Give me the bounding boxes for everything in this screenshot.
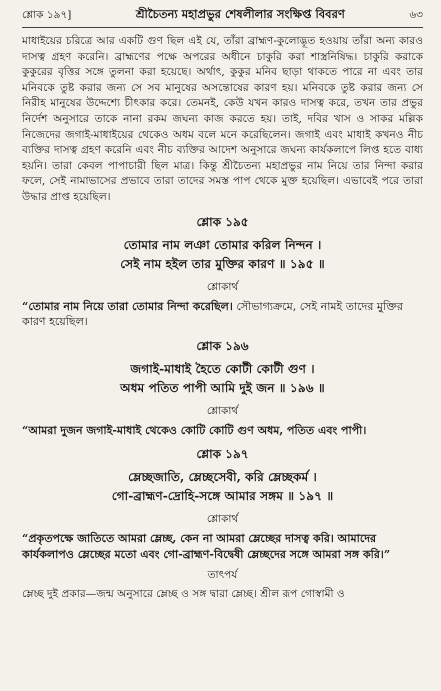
verse-line: জগাই-মাধাই হৈতে কোটী কোটী গুণ । — [130, 361, 315, 376]
translation-label: শ্লোকার্থ — [206, 513, 239, 526]
verse-line: ম্লেচ্ছজাতি, ম্লেচ্ছসেবী, করি ম্লেচ্ছকর্ম । — [128, 470, 317, 485]
verse-number: শ্লোক ১৯৬ — [196, 338, 249, 353]
translation-bold: “প্রকৃতপক্ষে জাতিতে আমরা ম্লেচ্ছ, কেন না আমরা ম্লেচ্ছের দাসত্ব করি। আমাদের কার্যকলাপও ম্লেচ্ছের মতো এবং গো-ব্রাহ্মণ-বিদ্বেষী ম্লেচ্ছদের সঙ্গে আমরা সঙ্গ করি।” — [22, 532, 391, 561]
verse-line: অধম পতিত পাপী আমি দুই জন ॥ ১৯৬ ॥ — [120, 380, 325, 395]
translation-rest: সৌভাগ্যক্রমে, সেই নামই তাদের মুক্তির কারণ হয়েছিল। — [22, 299, 403, 329]
header-title: শ্রীচৈতন্য মহাপ্রভুর শেষলীলার সংক্ষিপ্ত বিবরণ — [135, 7, 345, 21]
verse-line: সেই নাম হইল তার মুক্তির কারণ ॥ ১৯৫ ॥ — [120, 256, 325, 271]
purport-text: ম্লেচ্ছ দুই প্রকার—জন্ম অনুসারে ম্লেচ্ছ ও সঙ্গ দ্বারা ম্লেচ্ছ। শ্রীল রূপ গোস্বামী ও — [22, 588, 345, 601]
verse-197 — [22, 446, 423, 562]
translation-bold: “তোমার নাম নিয়ে তারা তোমার নিন্দা করেছিল। — [22, 299, 233, 313]
purport-paragraph-continued: মাধাইয়ের চরিত্রে আর একটি গুণ ছিল এই যে, তাঁরা ব্রাহ্মণ-কুলোদ্ভূত হওয়ায় তাঁরা অন্য কারও দাসত্ব গ্রহণ করেনি। ব্রাহ্মণের পক্ষে অপরের অধীনে চাকুরি করা শাস্ত্রনিষিদ্ধ। চাকুরি করাকে কুকুরের বৃত্তির সঙ্গে তুলনা করা হয়েছে। অর্থাৎ, কুকুর মনিব ছাড়া থাকতে পারে না এবং তার মনিবকে তুষ্ট করার জন্য সে সব মানুষের অসন্তোষের কারণ হয়। মনিবকে তুষ্ট করার জন্য সে নিরীহ মানুষের উদ্দেশ্যে চীৎকার করে। তেমনই, কেউ যখন কারও দাসত্ব করে, তখন তার প্রভুর নির্দেশ অনুসারে তাকে নানা রকম জঘন্য কাজ করতে হয়। তাই, দবির খাস ও সাকর মল্লিক নিজেদের জগাই-মাধাইয়ের থেকেও অধম বলে মনে করেছিলেন। জগাই এবং মাধাই কখনও নীচ ব্যক্তির দাসত্ব গ্রহণ করেনি এবং নীচ ব্যক্তির আদেশ অনুসারে জঘন্য কার্যকলাপে লিপ্ত হতে বাধ্য হয়নি। তারা কেবল পাপাচারী ছিল মাত্র। কিন্তু শ্রীচৈতন্য মহাপ্রভুর নাম নিয়ে তার নিন্দা করার ফলে, সেই নামাভাসের প্রভাবে তারা তাদের সমস্ত পাপ থেকে মুক্ত হয়েছিল। এভাবেই পরে তারা উদ্ধার প্রাপ্ত হয়েছিল। — [22, 35, 423, 203]
verse-line: তোমার নাম লঞা তোমার করিল নিন্দন । — [123, 237, 322, 252]
translation-bold: “আমরা দুজন জগাই-মাধাই থেকেও কোটি কোটি গুণ অধম, পতিত এবং পাপী। — [22, 423, 367, 437]
verse-195 — [22, 214, 423, 330]
translation-label: শ্লোকার্থ — [206, 280, 239, 293]
verse-196 — [22, 338, 423, 439]
verse-line: গো-ব্রাহ্মণ-দ্রোহি-সঙ্গে আমার সঙ্গম ॥ ১৯৭ ॥ — [111, 489, 334, 504]
verse-number: শ্লোক ১৯৫ — [196, 214, 249, 229]
page-number: ৬৩ — [409, 9, 423, 21]
page-header — [22, 6, 423, 28]
translation — [22, 531, 423, 562]
translation — [22, 299, 423, 330]
header-verse-ref: শ্লোক ১৯৭] — [22, 9, 72, 21]
verse-number: শ্লোক ১৯৭ — [196, 447, 249, 462]
translation — [22, 423, 423, 439]
translation-label: শ্লোকার্থ — [206, 404, 239, 417]
purport-label: তাৎপর্য — [207, 569, 238, 582]
